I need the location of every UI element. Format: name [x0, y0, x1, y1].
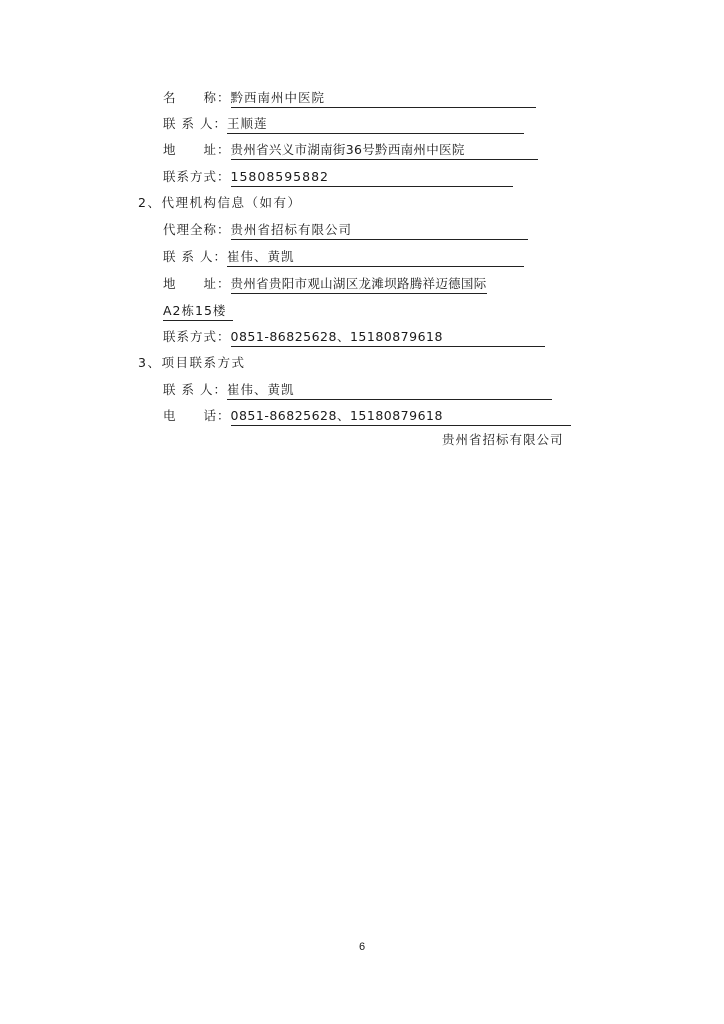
- agency-name-row: [163, 222, 528, 240]
- agency-contact-label: 联 系 人：: [163, 249, 227, 264]
- agency-phone-row: [163, 329, 545, 347]
- project-heading: 3、项目联系方式: [138, 355, 246, 370]
- agency-name-label: 代理全称：: [163, 222, 231, 237]
- agency-address-label: 地 址：: [163, 276, 231, 291]
- agency-contact-row: [163, 249, 524, 267]
- project-phone-label: 电 话：: [163, 408, 231, 423]
- agency-address-row-2: [163, 303, 233, 321]
- page-number: 6: [358, 941, 366, 953]
- footer-organization: 贵州省招标有限公司: [442, 432, 564, 447]
- agency-address-value-line2: A2栋15楼: [163, 303, 233, 321]
- owner-contact-row: [163, 116, 524, 134]
- owner-address-label: 地 址：: [163, 142, 231, 157]
- agency-phone-label: 联系方式：: [163, 329, 231, 344]
- agency-contact-value: 崔伟、黄凯: [227, 249, 524, 267]
- project-contact-row: [163, 382, 552, 400]
- owner-phone-label: 联系方式：: [163, 169, 231, 184]
- owner-name-label: 名 称：: [163, 90, 231, 105]
- agency-heading: 2、代理机构信息（如有）: [138, 195, 302, 210]
- project-phone-row: [163, 408, 571, 426]
- owner-contact-label: 联 系 人：: [163, 116, 227, 131]
- project-contact-value: 崔伟、黄凯: [227, 382, 552, 400]
- agency-address-row: [163, 276, 487, 294]
- project-contact-label: 联 系 人：: [163, 382, 227, 397]
- owner-contact-value: 王顺莲: [227, 116, 524, 134]
- project-phone-value: 0851-86825628、15180879618: [231, 408, 571, 426]
- agency-address-value-line1: 贵州省贵阳市观山湖区龙滩坝路腾祥迈德国际: [231, 276, 487, 294]
- agency-phone-value: 0851-86825628、15180879618: [231, 329, 545, 347]
- owner-name-row: [163, 90, 536, 108]
- owner-phone-row: [163, 169, 513, 187]
- owner-phone-value: 15808595882: [231, 169, 513, 187]
- owner-address-value: 贵州省兴义市湖南街36号黔西南州中医院: [231, 142, 538, 160]
- owner-name-value: 黔西南州中医院: [231, 90, 536, 108]
- agency-name-value: 贵州省招标有限公司: [231, 222, 528, 240]
- owner-address-row: [163, 142, 538, 160]
